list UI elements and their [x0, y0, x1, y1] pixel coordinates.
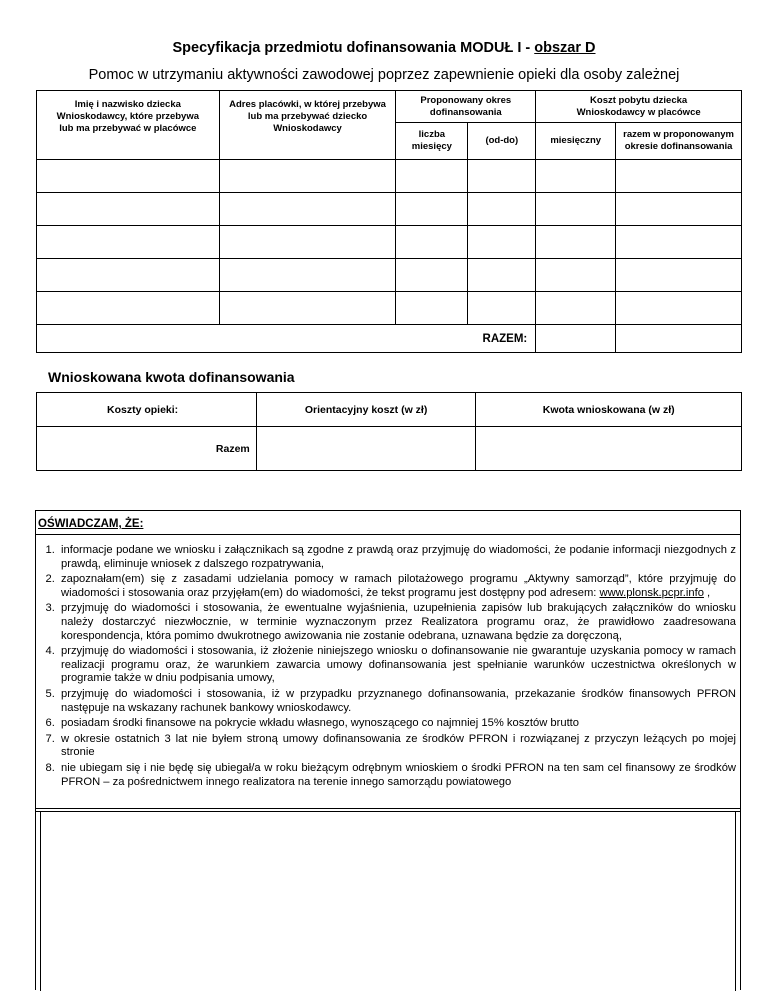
table-row: [37, 259, 742, 292]
cell[interactable]: [536, 160, 616, 193]
page-subtitle: Pomoc w utrzymaniu aktywności zawodowej poprzez zapewnienie opieki dla osoby zależnej: [88, 67, 680, 83]
divider: [36, 811, 740, 812]
list-item: 4. przyjmuję do wiadomości i stosowania, iż złożenie niniejszego wniosku o dofinansowanie nie gwarantuje uzyskania pomocy w ramach realizacji programu oraz, że warunkiem zawarcia umowy dofinansowania jest spełnianie warunków uczestnictwa określonych w programie także w dniu podpisania umowy,: [58, 645, 736, 686]
header-requested-amount: Kwota wnioskowana (w zł): [476, 393, 742, 427]
header-proposed-period: Proponowany okres dofinansowania: [396, 91, 536, 123]
cell[interactable]: [396, 160, 468, 193]
cell[interactable]: [468, 160, 536, 193]
requested-total-cell[interactable]: [476, 427, 742, 471]
sum-total-cell[interactable]: [616, 325, 742, 353]
cell[interactable]: [616, 193, 742, 226]
table-row: [37, 226, 742, 259]
cell[interactable]: [468, 226, 536, 259]
list-item: 3. przyjmuję do wiadomości i stosowania, że ewentualne wyjaśnienia, uzupełnienia zapisów lub brakujących załączników do wniosku należy dostarczyć niezwłocznie, w terminie wyznaczonym przez Realizatora programu oraz, że prawidłowo zaadresowana korespondencja, która pomimo dwukrotnego awizowania nie zostanie odebrana, uznawana będzie za doręczoną,: [58, 602, 736, 643]
cell[interactable]: [396, 259, 468, 292]
cell[interactable]: [396, 193, 468, 226]
cell[interactable]: [37, 292, 220, 325]
list-item: [58, 573, 736, 600]
divider: [36, 808, 740, 809]
title-main: Specyfikacja przedmiotu dofinansowania MODUŁ I -: [172, 40, 535, 56]
list-item: 8. nie ubiegam się i nie będę się ubiegał/a w roku bieżącym odrębnym wnioskiem o środki PFRON na ten sam cel finansowy ze środków PFRON – za pośrednictwem innego realizatora na terenie innego samorządu powiatowego: [58, 762, 736, 789]
list-item: 5. przyjmuję do wiadomości i stosowania, iż w przypadku przyznanego dofinansowania, przekazanie środków finansowych PFRON następuje na wskazany rachunek bankowy wnioskodawcy.: [58, 688, 736, 715]
header-total-cost: razem w proponowanym okresie dofinansowania: [616, 123, 742, 160]
cell[interactable]: [616, 160, 742, 193]
header-care-costs: Koszty opieki:: [37, 393, 257, 427]
header-date-range: (od-do): [468, 123, 536, 160]
cell[interactable]: [616, 259, 742, 292]
header-months-count: liczba miesięcy: [396, 123, 468, 160]
header-facility-address: Adres placówki, w której przebywa lub ma przebywać dziecko Wnioskodawcy: [219, 91, 396, 160]
list-item: 7. w okresie ostatnich 3 lat nie byłem stroną umowy dofinansowania ze środków PFRON i rozwiązanej z przyczyn leżących po mojej stronie: [58, 733, 736, 760]
declaration-list: [36, 544, 740, 791]
item-text: zapoznałam(em) się z zasadami udzielania pomocy w ramach pilotażowego programu „Aktywny samorząd”, które przyjmuję do wiadomości i stosowania oraz przyjęłam(em) do wiadomości, że tekst programu jest dostępny pod adresem:: [61, 573, 736, 599]
frame-line-left: [40, 811, 41, 991]
sum-label: RAZEM:: [37, 325, 536, 353]
sum-monthly-cell[interactable]: [536, 325, 616, 353]
cell[interactable]: [396, 292, 468, 325]
header-stay-cost: Koszt pobytu dziecka Wnioskodawcy w placówce: [536, 91, 742, 123]
cell[interactable]: [468, 259, 536, 292]
specification-table: [36, 90, 742, 353]
requested-amount-table: [36, 392, 742, 471]
cell[interactable]: [536, 259, 616, 292]
cell[interactable]: [37, 259, 220, 292]
cell[interactable]: [468, 193, 536, 226]
table-row: [37, 292, 742, 325]
header-estimated-cost: Orientacyjny koszt (w zł): [256, 393, 476, 427]
list-item: 1. informacje podane we wniosku i załącznikach są zgodne z prawdą oraz przyjmuję do wiadomości, że podanie informacji niezgodnych z prawdą, eliminuje wniosek z dalszego rozpatrywania,: [58, 544, 736, 571]
cell[interactable]: [396, 226, 468, 259]
cell[interactable]: [219, 193, 396, 226]
item-suffix: ,: [703, 586, 711, 599]
header-monthly-cost: miesięczny: [536, 123, 616, 160]
estimated-total-cell[interactable]: [256, 427, 476, 471]
total-label: Razem: [37, 427, 257, 471]
cell[interactable]: [536, 292, 616, 325]
cell[interactable]: [37, 193, 220, 226]
cell[interactable]: [37, 226, 220, 259]
cell[interactable]: [616, 292, 742, 325]
requested-amount-heading: Wnioskowana kwota dofinansowania: [48, 369, 295, 385]
title-underlined: obszar D: [534, 40, 596, 56]
program-link[interactable]: www.plonsk.pcpr.info: [599, 586, 704, 599]
cell[interactable]: [616, 226, 742, 259]
declaration-header: [36, 514, 740, 535]
cell[interactable]: [219, 259, 396, 292]
declaration-heading: OŚWIADCZAM, ŻE:: [38, 518, 144, 530]
frame-line-right: [735, 811, 736, 991]
list-item: 6. posiadam środki finansowe na pokrycie wkładu własnego, wynoszącego co najmniej 15% kosztów brutto: [58, 717, 736, 731]
cell[interactable]: [219, 292, 396, 325]
cell[interactable]: [219, 160, 396, 193]
table-row: [37, 193, 742, 226]
sum-row: [37, 325, 742, 353]
table-row: [37, 160, 742, 193]
declaration-section: [35, 510, 741, 990]
cell[interactable]: [37, 160, 220, 193]
cell[interactable]: [536, 193, 616, 226]
cell[interactable]: [219, 226, 396, 259]
cell[interactable]: [468, 292, 536, 325]
header-child-name: Imię i nazwisko dziecka Wnioskodawcy, które przebywa lub ma przebywać w placówce: [37, 91, 220, 160]
page-title: [0, 40, 768, 56]
cell[interactable]: [536, 226, 616, 259]
